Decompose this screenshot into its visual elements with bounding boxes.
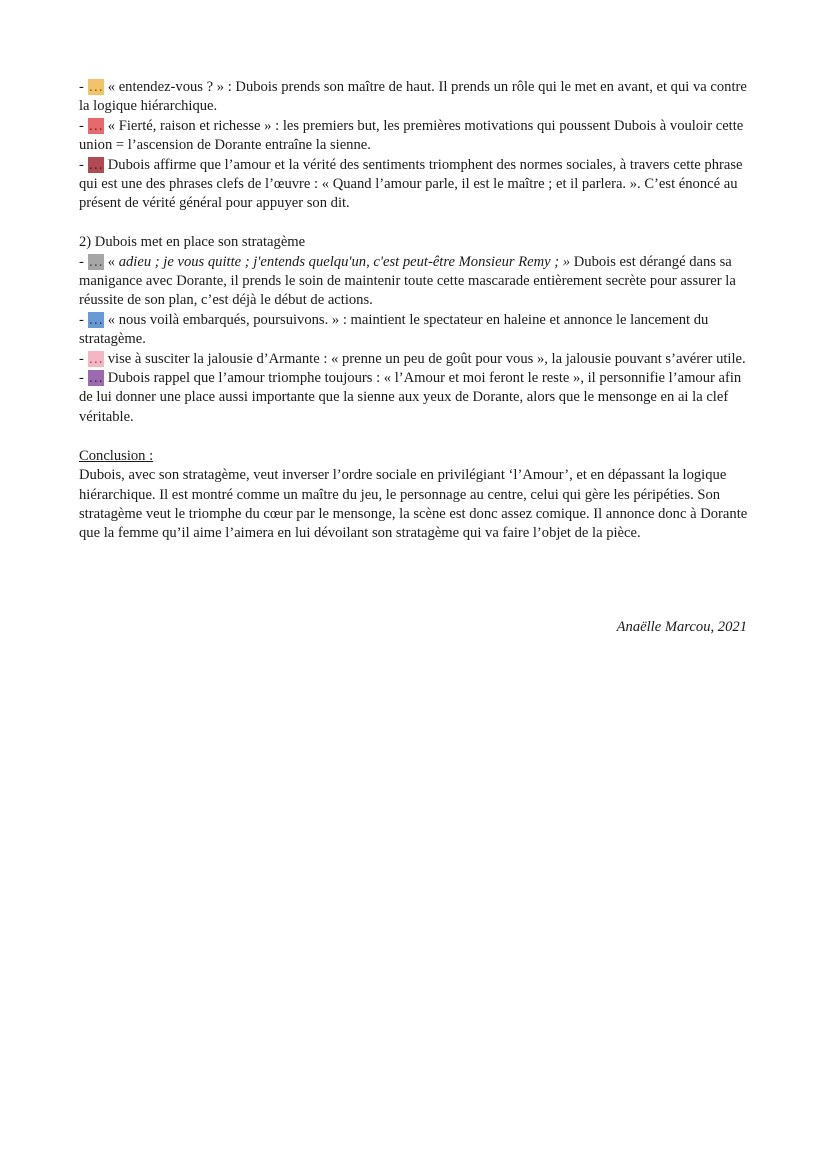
list-dash: - xyxy=(79,350,88,367)
list-item-text: « Fierté, raison et richesse » : les premiers but, les premières motivations qui poussent Dubois à vouloir cette union = l’ascension de Dorante entraîne la sienne. xyxy=(79,117,744,154)
section-heading: 2) Dubois met en place son stratagème xyxy=(79,234,306,251)
list-item-text: « nous voilà embarqués, poursuivons. » : maintient le spectateur en haleine et annonce le lancement du stratagème. xyxy=(79,311,709,348)
spacer xyxy=(79,427,751,446)
highlight-marker: … xyxy=(88,350,104,367)
highlight-marker: … xyxy=(88,156,104,173)
italic-quote: adieu ; je vous quitte ; j'entends quelqu'un, c'est peut-être Monsieur Remy ; » xyxy=(118,253,571,270)
signature: Anaëlle Marcou, 2021 xyxy=(616,619,747,635)
document-page xyxy=(79,78,751,544)
highlight-marker: … xyxy=(88,370,104,387)
list-dash: - xyxy=(79,370,88,387)
list-dash: - xyxy=(79,311,88,328)
list-dash: - xyxy=(79,156,88,173)
highlight-marker: … xyxy=(88,311,104,328)
highlight-marker: … xyxy=(88,253,104,270)
conclusion-heading: Conclusion : xyxy=(79,447,154,464)
list-item-text: vise à susciter la jalousie d’Armante : « prenne un peu de goût pour vous », la jalousie pouvant s’avérer utile. xyxy=(104,350,746,367)
highlight-marker: … xyxy=(88,117,104,134)
list-dash: - xyxy=(79,253,88,270)
list-item-text: Dubois est dérangé dans sa manigance avec Dorante, il prends le soin de maintenir toute cette mascarade entièrement secrète pour assurer la réussite de son plan, c’est déjà le début de actions. xyxy=(79,253,736,309)
quote-open: « xyxy=(104,253,119,270)
list-item xyxy=(79,350,751,369)
spacer xyxy=(79,214,751,233)
list-dash: - xyxy=(79,117,88,134)
list-item xyxy=(79,78,751,117)
list-dash: - xyxy=(79,79,88,95)
list-item xyxy=(79,156,751,214)
highlight-marker: … xyxy=(88,79,104,95)
conclusion-text: Dubois, avec son stratagème, veut inverser l’ordre sociale en privilégiant ‘l’Amour’, et en dépassant la logique hiérarchique. Il est montré comme un maître du jeu, le personnage au centre, celui qui gère les péripéties. Son stratagème veut le triomphe du cœur par le mensonge, la scène est donc assez comique. Il annonce donc à Dorante que la femme qu’il aime l’aimera en lui dévoilant son stratagème qui va faire l’objet de la pièce. xyxy=(79,467,748,542)
list-item-text: Dubois rappel que l’amour triomphe toujours : « l’Amour et moi feront le reste », il personnifie l’amour afin de lui donner une place aussi importante que la sienne aux yeux de Dorante, alors que le mensonge en ai la clef véritable. xyxy=(79,370,742,425)
list-item xyxy=(79,253,751,311)
list-item xyxy=(79,311,751,350)
list-item-text: « entendez-vous ? » : Dubois prends son maître de haut. Il prends un rôle qui le met en avant, et qui va contre la logique hiérarchique. xyxy=(79,79,747,115)
list-item xyxy=(79,117,751,156)
list-item-text: Dubois affirme que l’amour et la vérité des sentiments triomphent des normes sociales, à travers cette phrase qui est une des phrases clefs de l’œuvre : « Quand l’amour parle, il est le maître ; et il parlera. ». C’est énoncé au présent de vérité général pour appuyer son dit. xyxy=(79,156,743,212)
list-item xyxy=(79,369,751,427)
